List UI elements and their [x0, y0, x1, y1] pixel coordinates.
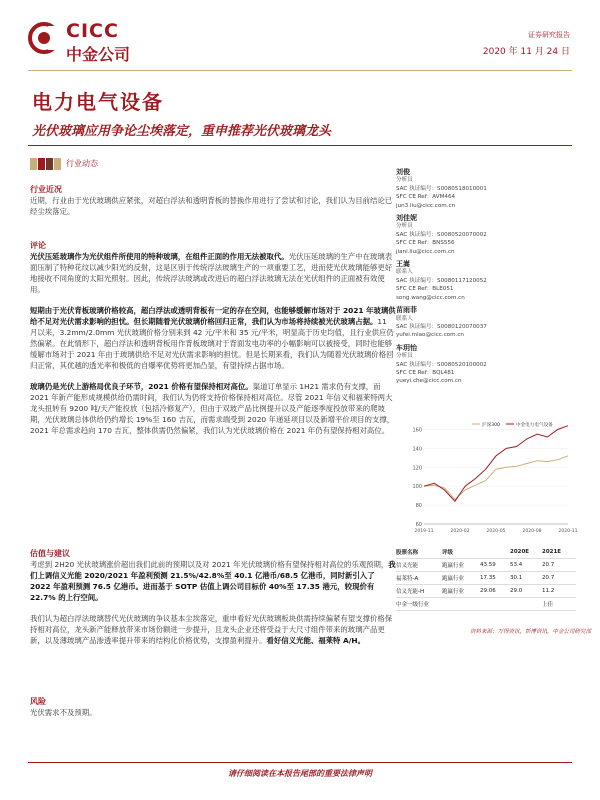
section-valuation — [30, 548, 396, 646]
table-cell: 43.59 — [480, 562, 496, 568]
table-cell: 29.0 — [510, 588, 523, 594]
table-header — [396, 546, 576, 559]
section-text: 光伏需求不及预期。 — [30, 708, 97, 717]
y-tick-label: 60 — [415, 522, 422, 528]
analyst-card — [396, 344, 576, 386]
table-cell: 11.2 — [542, 588, 555, 594]
valuation-p2-bold: 看好信义光能、福莱特 A/H。 — [266, 636, 365, 645]
relative-performance-chart — [404, 412, 578, 542]
x-tick-label: 2020-02 — [450, 529, 470, 534]
legend-label: 中金电力电气设备 — [516, 423, 553, 428]
table-cell: 中金一级行业 — [396, 602, 430, 608]
rating-table — [396, 546, 576, 611]
header-divider — [28, 70, 572, 71]
analyst-detail: jiani.liu@cicc.com.cn — [396, 248, 455, 255]
x-tick-label: 2020-11 — [558, 529, 578, 534]
analyst-role: 分析员 — [396, 177, 413, 184]
valuation-p2-text: 我们认为超白浮法玻璃替代光伏玻璃的争议基本尘埃落定，重申看好光伏玻璃板块供需持续偏紧有望支撑价格保持相对高位，龙头新产能释放带来市场份额进一步提升，且龙头企业还将受益于大尺寸组件带来的玻璃产品更新，以及薄玻璃产品渗透率提升带来的结构化价格优势，支撑盈利提升。 — [30, 614, 393, 645]
table-cell: 跑赢行业 — [442, 589, 465, 595]
analyst-detail: jun3.liu@cicc.com.cn — [396, 202, 456, 209]
section-review — [30, 240, 396, 436]
analyst-detail: SFC CE Ref：BLE051 — [396, 286, 454, 293]
analyst-detail: song.wang@cicc.com.cn — [396, 294, 465, 301]
chart-source: 资料来源：万得资讯，彭博资讯，中金公司研究部 — [470, 629, 592, 635]
analyst-detail: yufei.miao@cicc.com.cn — [396, 332, 464, 339]
analyst-card — [396, 214, 576, 256]
analyst-role: 联系人 — [396, 315, 413, 322]
industry-tag: 行业动态 — [66, 159, 98, 168]
y-tick-label: 80 — [415, 503, 422, 510]
analyst-detail: yueyi.che@cicc.com.cn — [396, 378, 462, 385]
analyst-role: 联系人 — [396, 269, 413, 276]
analyst-name: 王嵩 — [396, 260, 410, 269]
legal-footer: 请仔细阅读在本报告尾部的重要法律声明 — [228, 769, 372, 778]
analyst-detail: SAC 执证编号：S0080117120052 — [396, 277, 487, 284]
analyst-name: 刘俊 — [396, 168, 410, 176]
table-cell: 信义光能 — [396, 563, 419, 569]
analyst-name: 车玥怡 — [396, 343, 417, 352]
section-heading: 风险 — [30, 697, 46, 706]
cicc-logo-icon — [28, 22, 60, 54]
page-subtitle: 光伏玻璃应用争论尘埃落定，重申推荐光伏玻璃龙头 — [32, 124, 332, 139]
y-tick-label: 100 — [412, 484, 422, 491]
analyst-name: 刘佳妮 — [396, 214, 417, 223]
section-heading: 估值与建议 — [30, 549, 70, 558]
section-heading: 评论 — [30, 241, 46, 250]
section-heading: 行业近况 — [30, 185, 62, 194]
table-cell: 跑赢行业 — [442, 576, 465, 582]
analyst-name: 苗雨菲 — [396, 306, 417, 315]
table-cell: 评级 — [442, 550, 454, 556]
y-tick-label: 120 — [412, 465, 422, 472]
logo-cn: 中金公司 — [66, 45, 131, 64]
table-cell: 2021E — [542, 549, 562, 555]
analyst-card — [396, 168, 576, 210]
review-p1-bold: 光伏压延玻璃作为光伏组件所使用的特种玻璃，在组件正面的作用无法被取代。 — [30, 252, 289, 261]
table-cell: 上佳 — [542, 602, 554, 608]
review-p2-text: 11 月以来，3.2mm/2.0mm 光伏玻璃价格分别来到 42 元/平米和 35 元/平米，明显高于历史均值，且行业供应仍然偏紧。在此情形下，超白浮法和透明背板用作背板玻璃对于背面发电功率的小幅影响可以被接受，同时也能够缓解市场对于 2021 年由于玻璃供给不足对光伏需求影响的担忧。但是长期来看，我们认为随着光伏玻璃价格回归正常，其优越的透光率和极低的自爆率优势将更加凸显，有望持续占据市场。 — [30, 317, 394, 370]
logo-en: CICC — [66, 20, 119, 42]
analyst-detail: SFC CE Ref：BQL481 — [396, 369, 455, 376]
analyst-detail: SAC 执证编号：S0080520100002 — [396, 361, 487, 368]
table-cell: 信义光能-H — [396, 589, 425, 595]
review-p3-bold: 玻璃仍是光伏上游格局优良子环节，2021 价格有望保持相对高位。 — [30, 382, 253, 391]
analyst-detail: SFC CE Ref：AVM464 — [396, 194, 456, 201]
table-row — [396, 598, 576, 611]
table-cell: 53.4 — [510, 562, 523, 568]
table-row — [396, 572, 576, 585]
analyst-detail: SAC 执证编号：S0080518010001 — [396, 185, 487, 192]
section-recent — [30, 184, 396, 217]
section-text: 近期，行业由于光伏玻璃供应紧张，对超白浮法和透明背板的替换作用进行了尝试和讨论，我们认为目前结论已经尘埃落定。 — [30, 196, 393, 216]
review-p2-bold: 短期由于光伏背板玻璃价格较高，超白浮法或透明背板有一定的存在空间，也能够缓解市场对于 2021 年玻璃供给不足对光伏需求影响的担忧。但长期随着光伏玻璃价格回归正常，我们认为市场将持续被光伏玻璃占据。 — [30, 306, 396, 326]
x-tick-label: 2020-08 — [522, 529, 542, 534]
legend-label: 沪深300 — [482, 423, 500, 428]
report-type: 证券研究报告 — [528, 31, 570, 39]
valuation-p1-bold: 我们上调信义光能 2020/2021 年盈利预测 21.5%/42.8%至 40.1 亿港币/68.5 亿港币，同时新引入了 2022 年盈利预测 76.5 亿港币。进而基于 SOTP 估值上调公司目标价 40%至 17.35 港元，较现价有 22.7% 的上行空间。 — [30, 560, 396, 602]
section-risk — [30, 696, 396, 718]
review-p1-text: 光伏压延玻璃的生产中在玻璃表面压制了特种花纹以减少阳光的反射，这是区别于传统浮法玻璃生产的一项重要工艺，进而使光伏玻璃能够更好地接收不同角度的太阳光照射。因此，传统浮法玻璃或改进后的超白浮法玻璃无法在光伏组件的正面被有效使用。 — [30, 252, 393, 294]
analyst-list — [396, 168, 576, 390]
analyst-detail: SAC 执证编号：S0080120070037 — [396, 323, 487, 330]
analyst-card — [396, 306, 576, 340]
valuation-p1-text: 考虑到 2H20 光伏玻璃涨价超出我们此前的预期以及对 2021 年光伏玻璃价格有望保持相对高位的乐观预期， — [30, 560, 389, 569]
analyst-detail: SFC CE Ref：BNS556 — [396, 240, 455, 247]
table-cell: 29.06 — [480, 588, 496, 594]
table-cell: 2020E — [510, 549, 530, 555]
cicc-logo — [28, 18, 148, 68]
table-cell: 股票名称 — [396, 550, 419, 556]
table-cell: 跑赢行业 — [442, 563, 465, 569]
y-tick-label: 160 — [412, 427, 422, 434]
table-cell: 30.1 — [510, 575, 523, 581]
report-date: 2020 年 11 月 24 日 — [482, 47, 570, 57]
page-title: 电力电气设备 — [32, 90, 164, 114]
title-divider — [28, 145, 572, 146]
table-cell: 福莱特-A — [396, 576, 419, 582]
review-p3-text: 渠道订单显示 1H21 需求仍有支撑，而 2021 年新产能形成规模供给仍需时间，我们认为仍将支持价格保持相对高位。尽管 2021 年信义和福莱特两大龙头扭转有 9200 吨/天产能投放（包括冷修复产），但由于双玻产品比例提升以及产能逐季度投放带来的爬坡期，光伏玻璃总体供给仍约增长 19%至 160 吉瓦，而需求端受到 2020 年递延项目以及新增平价项目的支撑，2021 年总需求趋向 170 吉瓦，整体供需仍然偏紧，我们认为光伏玻璃价格在 2021 年仍有望保持相对高位。 — [30, 382, 395, 435]
table-cell: 17.35 — [480, 575, 496, 581]
y-tick-label: 140 — [412, 446, 422, 453]
industry-color-bar — [30, 158, 62, 170]
x-tick-label: 2020-05 — [486, 529, 506, 534]
table-row — [396, 559, 576, 572]
x-tick-label: 2019-11 — [414, 529, 434, 534]
analyst-detail: SAC 执证编号：S0080520070002 — [396, 231, 487, 238]
series-line — [424, 456, 568, 500]
analyst-role: 分析员 — [396, 353, 413, 360]
analyst-card — [396, 260, 576, 302]
table-row — [396, 585, 576, 598]
footer-divider — [28, 762, 572, 763]
table-cell: 20.7 — [542, 575, 555, 581]
table-cell: 20.7 — [542, 562, 555, 568]
series-line — [424, 426, 568, 502]
analyst-role: 分析员 — [396, 223, 413, 230]
